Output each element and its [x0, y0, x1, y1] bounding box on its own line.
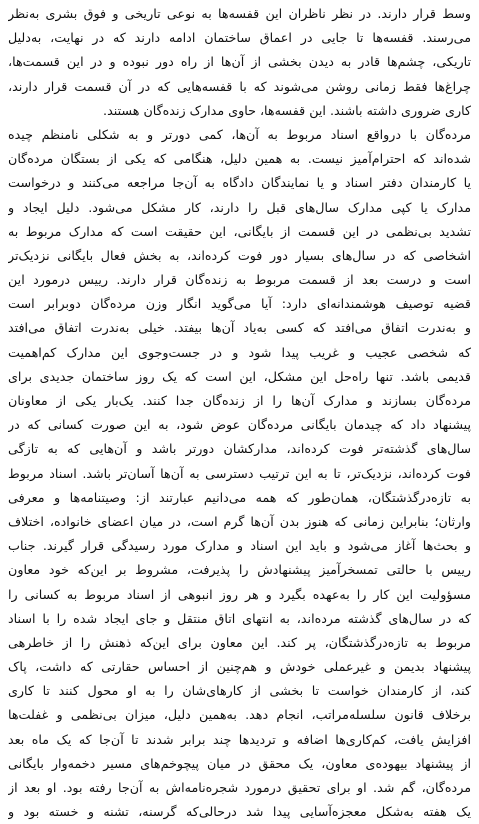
text-line: وارثان؛ بنابراین زمانی که هنوز بدن آن‌ها گرم است، در میان اعضای خانواده، اختلاف [8, 513, 471, 529]
text-line: تاریکی، چشم‌ها قادر به دیدن بخشی از آن‌ها از راه دور نبوده و در این قسمت‌ها، [8, 54, 471, 70]
text-line: رییس با حالتی تمسخرآمیز پیشنهادش را پذیرفت، مشروط بر این‌که خود معاون [8, 562, 471, 578]
text-line: افزایش یافت، کم‌کاری‌ها اضافه و تردیدها چند برابر شدند تا آن‌جا که یک ماه بعد [8, 731, 471, 747]
text-line: وسط قرار دارند. در نظر ناظران این قفسه‌ها به نوعی تاریخی و فوق بشری به‌نظر [8, 6, 471, 21]
text-line: برخلاف قانون سلسله‌مراتب، انجام دهد. به‌همین دلیل، میزان بی‌نظمی و غفلت‌ها [8, 707, 471, 723]
text-line: و بحث‌ها آغاز می‌شود و باید این اسناد و مدارک مورد رسیدگی قرار گیرند. جناب [8, 538, 471, 554]
text-line: پیشنهاد داد که چیدمان بایگانی مرده‌گان عوض شود، به این صورت کسانی که در [8, 417, 471, 433]
text-line: شده‌اند که احترام‌آمیز نیست. به همین دلیل، هنگامی که یکی از بستگان مرده‌گان [8, 151, 471, 167]
paragraph-1 [8, 2, 471, 123]
text-line: سال‌های گذشته‌تر فوت کرده‌اند، مدارکشان دورتر باشد و آن‌هایی که به تازگی [8, 441, 471, 457]
text-line: است و درست بعد از قسمت مربوط به زنده‌گان قرار دارند. رییس درمورد این [8, 272, 471, 288]
text-line: قدیمی باشد. تنها راه‌حل این مشکل، این است که یک روز ساختمان جدیدی برای [8, 368, 471, 384]
text-line: مرده‌گان با درواقع اسناد مربوط به آن‌ها، کمی دورتر و به شکلی نامنظم چیده [8, 126, 471, 142]
text-line: یا کارمندان دفتر اسناد و یا نمایندگان دادگاه به آن‌جا مراجعه می‌کنند و درخواست [8, 175, 471, 191]
text-line: فوت کرده‌اند، نزدیک‌تر، تا به این ترتیب دسترسی به آن‌ها آسان‌تر باشد. اسناد مربوط [8, 465, 471, 481]
paragraph-2 [8, 123, 471, 824]
text-line: به تازه‌درگذشتگان، همان‌طور که همه می‌دانیم عبارتند از: وصیتنامه‌ها و معرفی [8, 489, 471, 505]
text-line: می‌رسند. قفسه‌ها تا جایی در اعماق ساختمان ادامه دارند که در نهایت، به‌دلیل [8, 30, 471, 46]
text-line: چراغ‌ها فقط زمانی روشن می‌شوند که با قفسه‌هایی که در آن قسمت قرار دارند، [8, 78, 471, 94]
document-page [8, 2, 471, 824]
text-line: مسؤولیت این کار را به‌عهده بگیرد و هر روز انبوهی از اسناد مربوط به کسانی را [8, 586, 471, 602]
text-line: مربوط به تازه‌درگذشتگان، پر کند. این معاون برای این‌که ذهنش را از خاطرهی [8, 634, 471, 650]
text-line: کاری ضروری داشته باشند. این قفسه‌ها، حاوی مدارک زنده‌گان هستند. [103, 102, 471, 118]
text-line: قضیه توصیف هوشمندانه‌ای دارد: آیا می‌گوید انگار وزن مرده‌گان دوبرابر است [8, 296, 471, 312]
text-line: از پیشنهاد بیهوده‌ی معاون، یک محقق در میان پیچوخم‌های مسیر دخمه‌وار بایگانی [8, 755, 471, 771]
text-line: یک هفته به‌شکل معجزه‌آسایی پیدا شد درحالی‌که گرسنه، تشنه و خسته بود و [8, 804, 471, 820]
text-line: مرده‌گان، گم شد. او برای تحقیق درمورد شجره‌نامه‌اش به آن‌جا رفته بود. او بعد از [8, 780, 471, 795]
text-line: مرده‌گان بسازند و مدارک آن‌ها را از زنده‌گان جدا کنند. یک‌بار یکی از معاونان [8, 393, 471, 408]
text-line: کند، از کارمندان خواست تا بخشی از کارهای‌شان را به او محول کنند تا کاری [8, 683, 471, 699]
text-line: که در سال‌های گذشته مرده‌اند، به انتهای اتاق منتقل و جای ایجاد شده را با اسناد [8, 610, 471, 626]
text-line: و به‌ندرت اتفاق می‌افتد که کسی به‌یاد آن‌ها بیفتد. خیلی به‌ندرت اتفاق می‌افتد [8, 320, 471, 336]
text-line: اشخاصی که در سال‌های بسیار دور فوت کرده‌اند، به بخش فعال بایگانی نزدیک‌تر [8, 247, 471, 263]
text-line: مدارک یا کپی مدارک سال‌های قبل را دارند، کار مشکل می‌شود. دلیل ایجاد و [8, 199, 471, 215]
text-line: پیشنهاد بدیمن و غیرعملی خودش و هم‌چنین از احساس حقارتی که داشت، پاک [8, 659, 471, 675]
text-line: تشدید بی‌نظمی در این قسمت از بایگانی، این حقیقت است که مدارک مربوط به [8, 223, 471, 239]
text-line: که شخصی عجیب و غریب پیدا شود و در جست‌وجوی این مدارک کم‌اهمیت [8, 344, 471, 360]
